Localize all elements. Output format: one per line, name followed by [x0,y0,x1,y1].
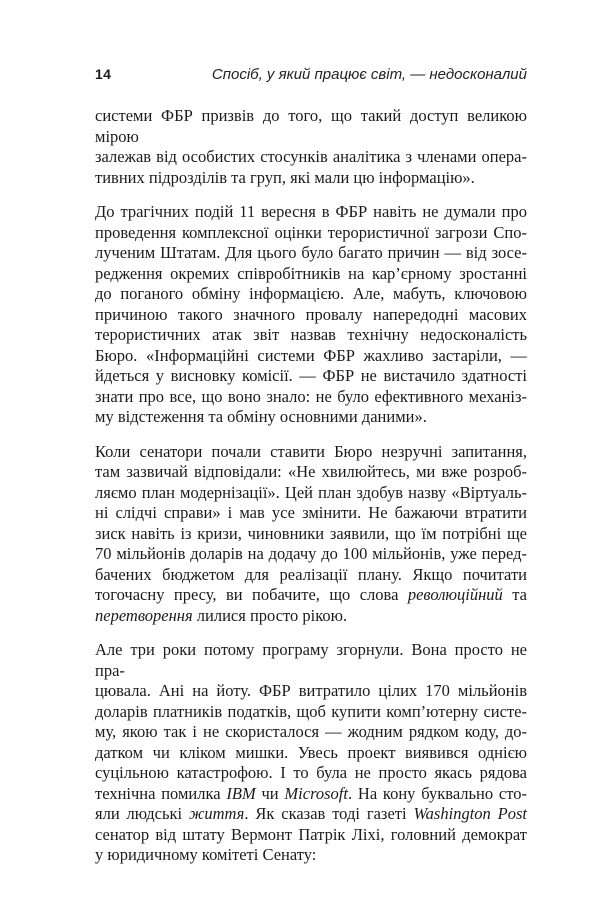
text-line [95,565,527,586]
italic-text-segment: Microsoft [284,783,348,803]
text-segment: та [502,585,527,604]
italic-text-segment: перетворення [95,605,193,625]
text-line [95,264,527,285]
page-number: 14 [95,66,112,82]
text-segment: доларів платників податків, щоб купити комп’ютерну систе- [95,701,527,721]
text-segment: бачених бюджетом для реалізації плану. Якщо почитати [95,564,527,584]
text-segment: До трагічних подій 11 вересня в ФБР навіть не думали про [95,202,527,221]
text-segment: лилися просто рікою. [192,605,348,625]
paragraph-4 [95,640,527,866]
italic-text-segment: революційний [407,585,503,604]
page-header [95,66,527,83]
text-line [95,462,527,483]
text-line [95,743,527,764]
text-segment: зиск навіть із кризи, чиновники заявили, що їм потрібні ще [95,523,527,543]
text-line [95,544,527,565]
paragraph-3 [95,442,527,627]
text-line [95,606,527,627]
text-segment: ляємо план модернізації». Цей план здобув назву «Віртуаль- [95,482,527,502]
text-segment: проведення комплексної оцінки терористичної загрози Спо- [95,222,527,242]
text-segment: му, якою так і не скористалося — жодним рядком коду, до- [95,722,527,741]
text-line [95,407,527,428]
text-segment: залежав від особистих стосунків аналітика з членами опера- [95,147,527,166]
text-line [95,681,527,702]
text-segment: Бюро. «Інформаційні системи ФБР жахливо застаріли, — [95,345,527,365]
text-line [95,503,527,524]
text-line [95,585,527,606]
text-segment: му відстеження та обміну основними даними». [95,407,427,426]
italic-text-segment: Washington Post [413,804,527,823]
italic-text-segment: життя [189,804,245,823]
text-segment: 70 мільйонів доларів на додачу до 100 мільйонів, уже перед- [95,544,527,563]
text-segment: ні слідчі справи» і мав усе змінити. Не бажаючи втратити [95,503,527,522]
text-segment: Коли сенатори почали ставити Бюро незручні запитання, [95,441,527,461]
text-segment: у юридичному комітеті Сенату: [95,845,317,864]
text-line [95,763,527,784]
text-segment: причиною такого значного провалу напередодні масових [95,304,527,324]
text-segment: сенатор від штату Вермонт Патрік Ліхі, головний демократ [95,824,527,844]
text-segment: яли людські [95,804,190,823]
text-segment: до поганого обміну інформацією. Але, мабуть, ключовою [95,284,527,303]
text-line [95,845,527,866]
text-line [95,483,527,504]
text-segment: суцільною катастрофою. І то була не просто якась рядова [95,763,527,782]
body-text [95,106,527,866]
text-segment: там зазвичай відповідали: «Не хвилюйтесь, ми вже розроб- [95,462,527,481]
text-line [95,640,527,681]
text-segment: системи ФБР призвів до того, що такий доступ великою мірою [95,106,527,146]
text-segment: . Як сказав тоді газеті [244,804,414,823]
text-segment: чи [255,783,285,803]
running-title: Спосіб, у який працює світ, — недосконалий [211,66,527,83]
text-line [95,804,527,825]
text-line [95,387,527,408]
text-segment: . На кону буквально сто- [347,783,527,803]
italic-text-segment: IBM [226,783,256,803]
text-line [95,524,527,545]
text-line [95,147,527,168]
text-segment: лученим Штатам. Для цього було багато причин — від зосе- [95,243,527,262]
text-line [95,168,527,189]
paragraph-2 [95,202,527,428]
text-segment: тогочасну пресу, ви побачите, що слова [95,585,408,604]
text-segment: цювала. Ані на йоту. ФБР витратило цілих 170 мільйонів [95,681,527,700]
text-line [95,825,527,846]
text-segment: Але три роки потому програму згорнули. Вона просто не пра- [95,640,527,680]
text-line [95,243,527,264]
text-line [95,305,527,326]
text-line [95,784,527,805]
text-line [95,442,527,463]
text-line [95,106,527,147]
text-segment: технічна помилка [95,783,227,803]
text-line [95,202,527,223]
text-segment: терористичних атак звіт назвав технічну недосконалість [95,325,527,344]
text-line [95,223,527,244]
text-line [95,325,527,346]
text-segment: тивних підрозділів та груп, які мали цю інформацію». [95,167,475,187]
text-line [95,722,527,743]
text-segment: знати про все, що воно знало: не було ефективного механіз- [95,386,527,406]
paragraph-1 [95,106,527,188]
text-line [95,284,527,305]
text-line [95,366,527,387]
text-line [95,702,527,723]
text-segment: датком чи кліком мишки. Увесь проект виявився однією [95,742,527,762]
text-segment: редження окремих співробітників на кар’єрному зростанні [95,263,527,283]
text-segment: йдеться у висновку комісії. — ФБР не вистачило здатності [95,366,527,385]
text-line [95,346,527,367]
